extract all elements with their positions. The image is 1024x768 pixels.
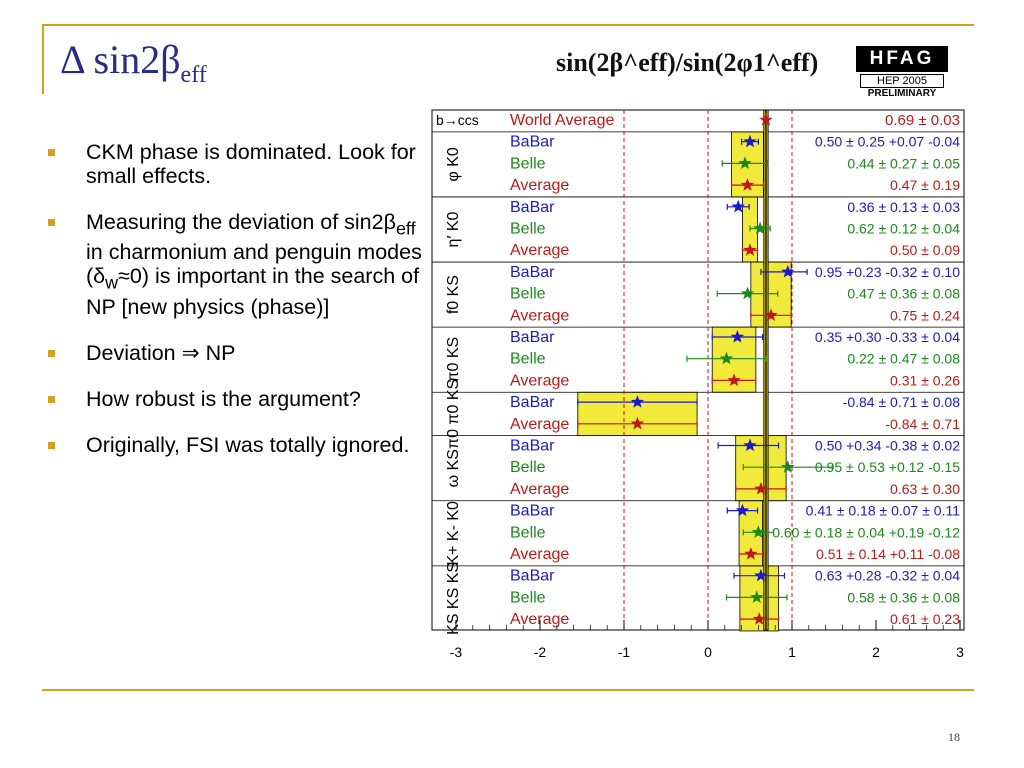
hfag-badge: [856, 46, 948, 99]
experiment-label: Average: [510, 242, 570, 260]
experiment-label: BaBar: [510, 502, 555, 520]
experiment-label: BaBar: [510, 263, 555, 281]
experiment-label: Average: [510, 480, 570, 498]
bullet-square-icon: [48, 350, 55, 357]
experiment-label: Belle: [510, 285, 546, 303]
group-label: π0 π0 KS: [445, 378, 462, 449]
bullet-square-icon: [48, 396, 55, 403]
hfag-chart: [420, 100, 970, 670]
experiment-label: Average: [510, 177, 570, 195]
bullet-list: [44, 140, 424, 479]
group-label: π0 KS: [445, 336, 462, 383]
value-label: 0.95 ± 0.53 +0.12 -0.15: [814, 459, 960, 476]
x-tick-label: 3: [956, 644, 964, 660]
experiment-label: Belle: [510, 459, 546, 477]
x-tick-label: -2: [533, 644, 547, 660]
value-label: 0.60 ± 0.18 ± 0.04 +0.19 -0.12: [772, 524, 960, 541]
experiment-label: BaBar: [510, 437, 555, 455]
value-label: 0.75 ± 0.24: [890, 307, 960, 324]
bullet-item: Originally, FSI was totally ignored.: [44, 433, 424, 457]
world-average-value: 0.69 ± 0.03: [885, 112, 960, 129]
bullet-item: Measuring the deviation of $\sin 2\beta_{eff}$ in charmonium and penguin modes $(\delta_w\approx 0)$ is important in the search of NP [new physics (phase)]: [44, 210, 424, 319]
group-label: KS KS KS: [445, 561, 462, 635]
value-label: 0.63 ± 0.30: [890, 480, 960, 497]
experiment-label: Average: [510, 415, 570, 433]
value-label: -0.84 ± 0.71 ± 0.08: [842, 394, 960, 411]
x-tick-label: 2: [872, 644, 880, 660]
value-label: 0.50 ± 0.09: [890, 242, 960, 259]
value-label: 0.50 ± 0.25 +0.07 -0.04: [814, 133, 960, 150]
page-number: 18: [948, 730, 960, 744]
value-label: 0.36 ± 0.13 ± 0.03: [847, 198, 960, 215]
value-label: 0.58 ± 0.36 ± 0.08: [847, 589, 960, 606]
bullet-item: How robust is the argument?: [44, 387, 424, 411]
experiment-label: BaBar: [510, 133, 555, 151]
value-label: 0.95 +0.23 -0.32 ± 0.10: [814, 263, 960, 280]
hfag-status: PRELIMINARY: [867, 88, 937, 99]
chart-title: sin(2β^eff)/sin(2φ1^eff): [556, 48, 819, 77]
value-label: 0.47 ± 0.19: [890, 177, 960, 194]
bottom-rule: [42, 689, 974, 691]
group-label: ω KS: [445, 449, 462, 488]
experiment-label: Belle: [510, 589, 546, 607]
x-tick-label: -3: [449, 644, 463, 660]
world-average-group-label: b→ccs: [436, 112, 479, 128]
group-label: K+ K- K0: [445, 501, 462, 566]
value-label: 0.47 ± 0.36 ± 0.08: [847, 285, 960, 302]
bullet-item: CKM phase is dominated. Look for small effects.: [44, 140, 424, 188]
hfag-logo: HFAG: [856, 46, 948, 72]
experiment-label: BaBar: [510, 567, 555, 585]
experiment-label: Belle: [510, 350, 546, 368]
value-label: 0.35 +0.30 -0.33 ± 0.04: [814, 329, 960, 345]
value-label: 0.51 ± 0.14 +0.11 -0.08: [815, 546, 960, 562]
value-label: 0.61 ± 0.23: [890, 611, 960, 628]
value-label: 0.63 +0.28 -0.32 ± 0.04: [814, 567, 960, 584]
slide-title: Δ $\sin 2\beta_{eff}$: [60, 37, 207, 88]
world-average-label: World Average: [510, 112, 615, 129]
value-label: 0.44 ± 0.27 ± 0.05: [847, 155, 960, 172]
hfag-year: HEP 2005: [860, 74, 944, 88]
top-rule: [42, 24, 974, 26]
value-label: 0.50 +0.34 -0.38 ± 0.02: [814, 437, 960, 454]
x-tick-label: -1: [617, 644, 631, 660]
experiment-label: BaBar: [510, 329, 555, 346]
experiment-label: Belle: [510, 524, 546, 542]
x-tick-label: 1: [788, 644, 796, 660]
bullet-square-icon: [48, 149, 55, 156]
x-tick-label: 0: [704, 644, 712, 660]
experiment-label: Average: [510, 611, 570, 629]
left-rule: [42, 24, 44, 94]
bullet-item: Deviation ⇒ NP: [44, 341, 424, 365]
value-label: 0.31 ± 0.26: [890, 372, 960, 389]
experiment-label: Average: [510, 307, 570, 325]
group-label: φ K0: [445, 147, 462, 182]
experiment-label: Belle: [510, 220, 546, 238]
value-label: -0.84 ± 0.71: [885, 415, 960, 432]
experiment-label: Belle: [510, 155, 546, 173]
value-label: 0.22 ± 0.47 ± 0.08: [847, 350, 960, 367]
experiment-label: BaBar: [510, 198, 555, 216]
experiment-label: Average: [510, 372, 570, 390]
group-label: η′ K0: [445, 211, 462, 248]
group-label: f0 KS: [445, 275, 462, 315]
experiment-label: BaBar: [510, 394, 555, 412]
bullet-square-icon: [48, 442, 55, 449]
value-label: 0.41 ± 0.18 ± 0.07 ± 0.11: [805, 502, 960, 519]
value-label: 0.62 ± 0.12 ± 0.04: [847, 220, 960, 237]
bullet-square-icon: [48, 219, 55, 226]
experiment-label: Average: [510, 546, 570, 563]
